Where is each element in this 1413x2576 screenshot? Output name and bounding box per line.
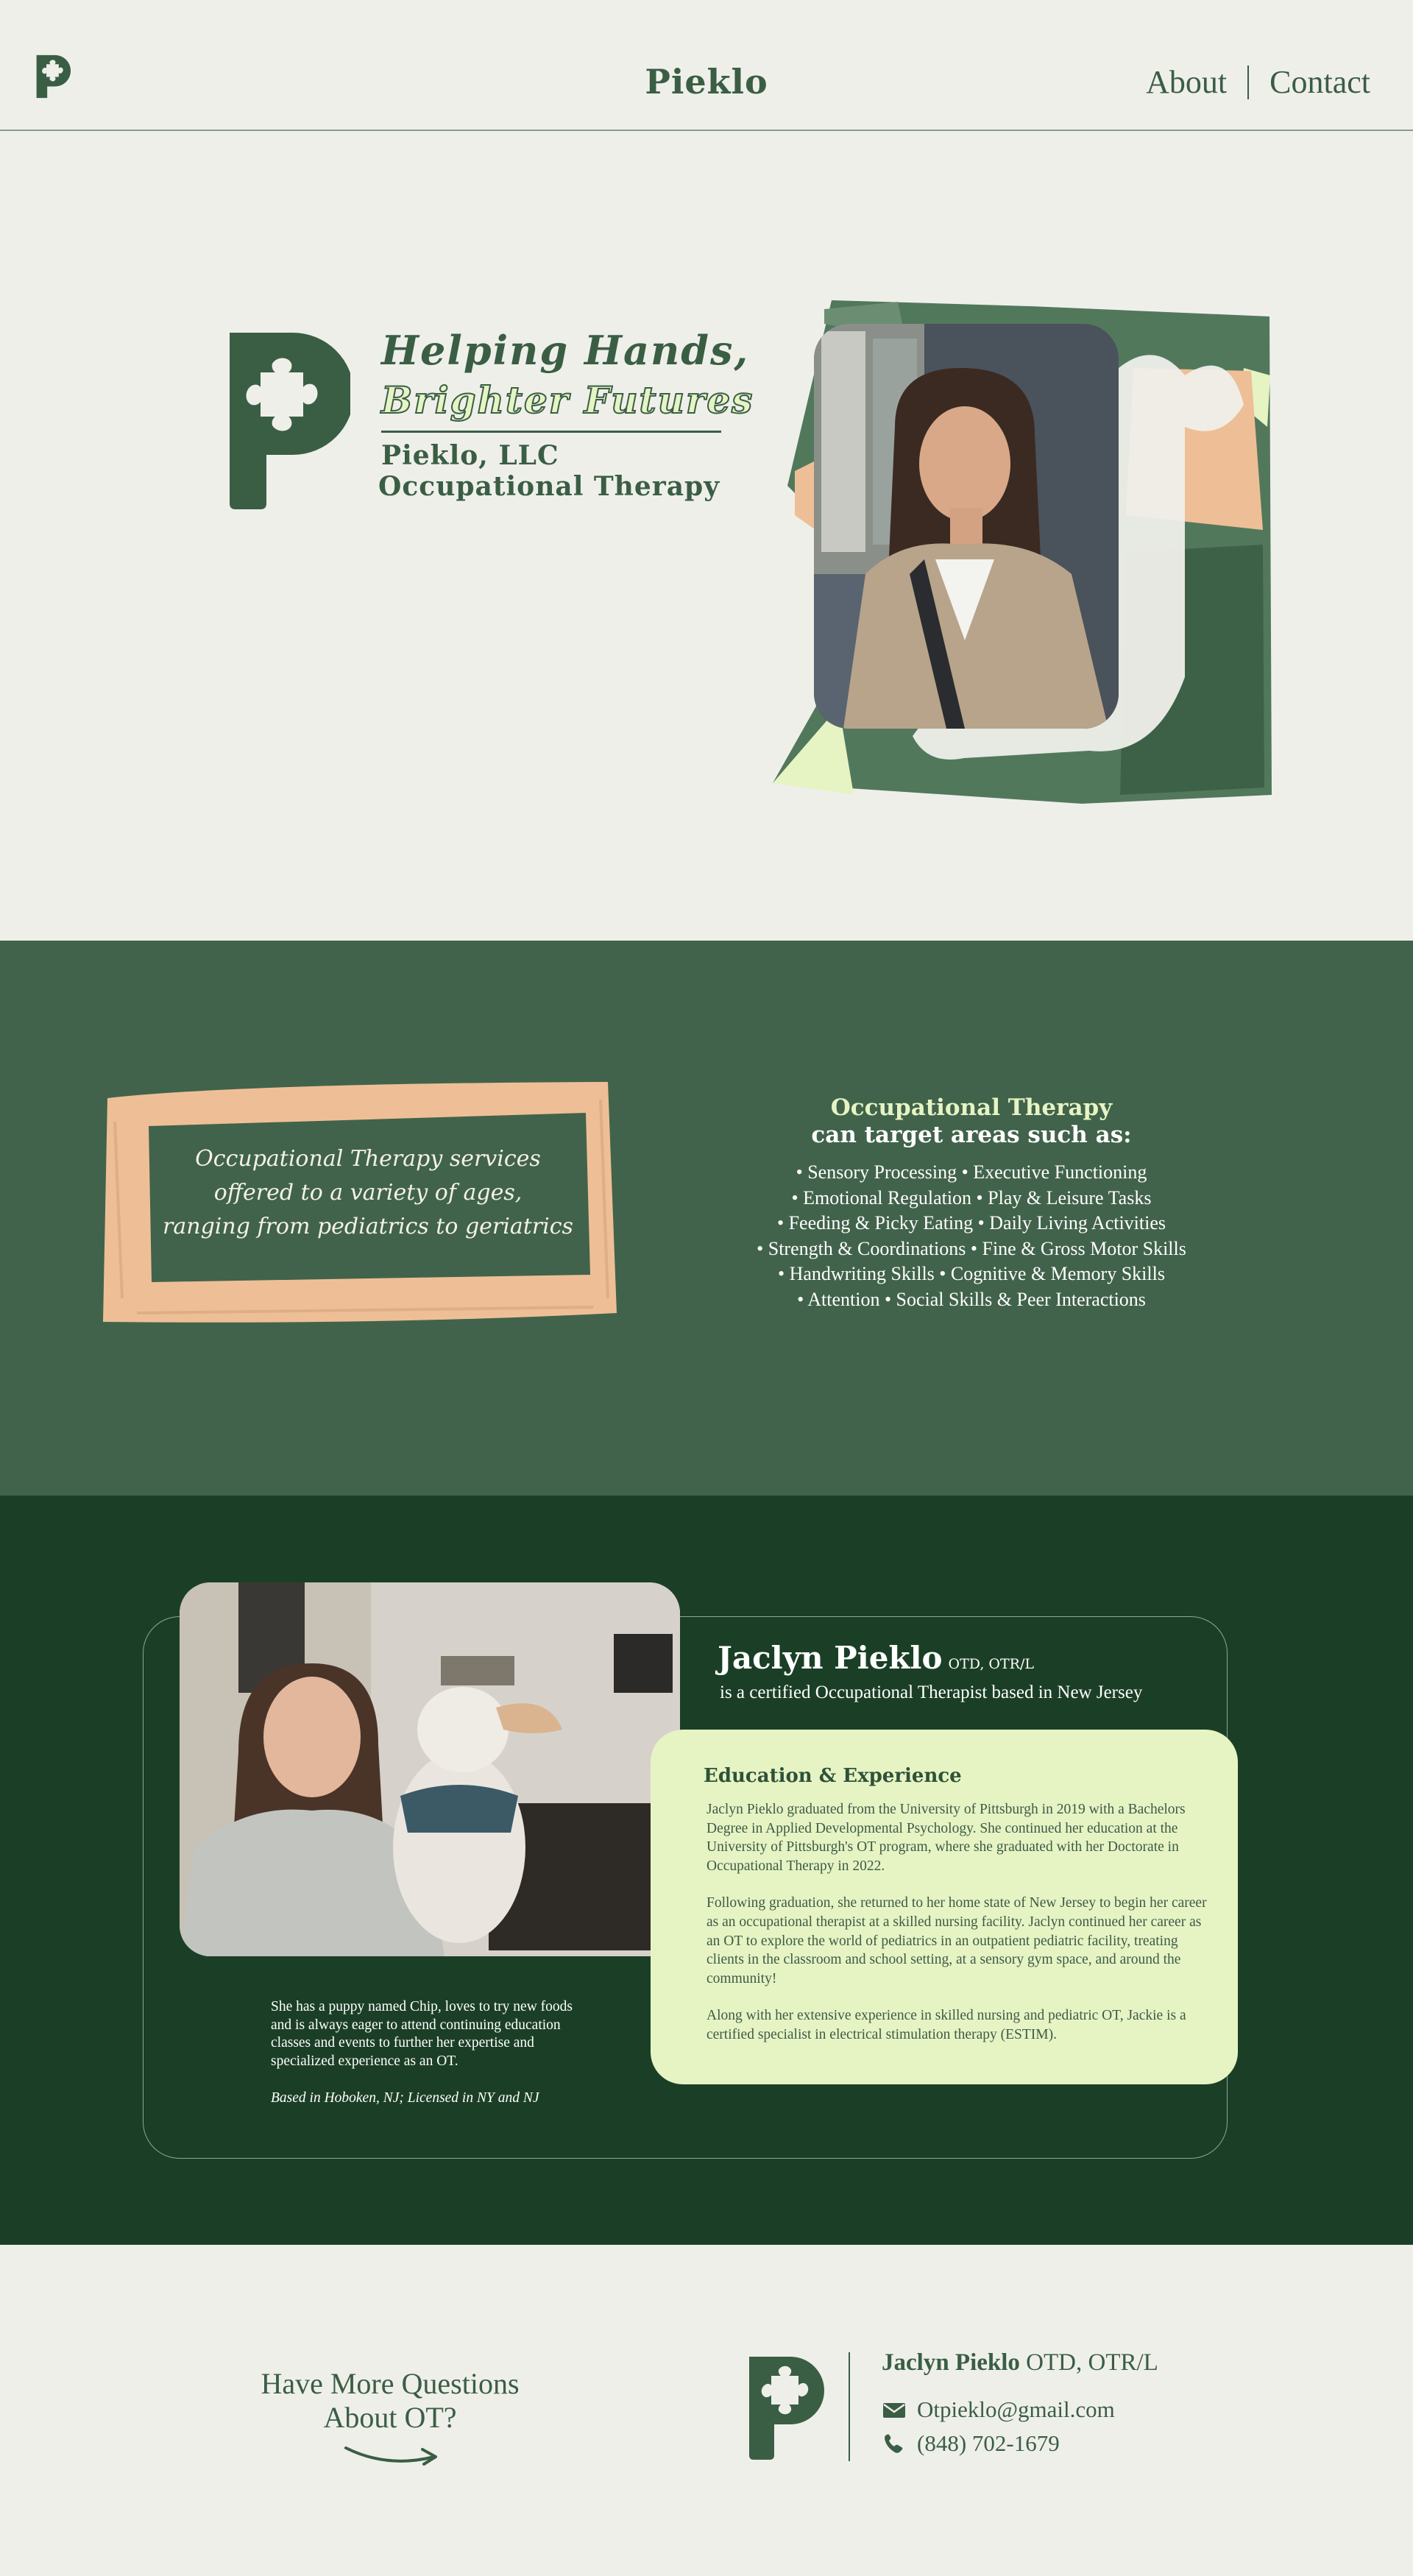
bio-location: Based in Hoboken, NJ; Licensed in NY and NJ xyxy=(271,2090,539,2106)
phone-icon xyxy=(882,2432,907,2455)
tagline-line-1: Helping Hands, xyxy=(381,327,750,374)
therapist-portrait-photo xyxy=(814,324,1119,729)
therapist-subtitle: is a certified Occupational Therapist based in New Jersey xyxy=(720,1682,1143,1702)
target-areas-list xyxy=(721,1160,1222,1312)
therapist-name-text: Jaclyn Pieklo xyxy=(718,1640,943,1676)
contact-phone[interactable] xyxy=(882,2430,1060,2457)
therapist-name xyxy=(718,1640,1034,1676)
site-title[interactable]: Pieklo xyxy=(645,62,768,102)
arrow-icon xyxy=(343,2442,440,2469)
nav-separator xyxy=(1247,66,1249,99)
target-areas-title-1: Occupational Therapy xyxy=(830,1094,1113,1121)
nav-contact-link[interactable]: Contact xyxy=(1269,64,1370,100)
list-item: • Feeding & Picky Eating • Daily Living Activities xyxy=(776,1212,1166,1234)
list-item: • Emotional Regulation • Play & Leisure Tasks xyxy=(791,1186,1152,1209)
contact-credentials: OTD, OTR/L xyxy=(1019,2349,1158,2376)
contact-name xyxy=(882,2349,1158,2377)
frame-line: ranging from pediatrics to geriatrics xyxy=(163,1214,573,1239)
company-subtitle: Occupational Therapy xyxy=(378,471,720,502)
therapist-with-puppy-photo xyxy=(180,1582,680,1956)
bio-note-text: She has a puppy named Chip, loves to try new foods and is always eager to attend continuing education classes and events to further her expertise and specialized experience as an OT. xyxy=(271,1999,573,2069)
target-areas-title-2: can target areas such as: xyxy=(811,1122,1132,1148)
nav-about-link[interactable]: About xyxy=(1146,64,1228,100)
education-body xyxy=(706,1800,1214,2063)
list-item: • Sensory Processing • Executive Functioning xyxy=(796,1161,1147,1183)
bio-personal-note xyxy=(271,1998,595,2108)
contact-phone-text[interactable]: (848) 702-1679 xyxy=(917,2430,1060,2456)
main-nav xyxy=(1146,63,1370,101)
portrait-illustration xyxy=(814,324,1119,729)
site-footer xyxy=(0,2245,1413,2576)
puzzle-p-logo-icon xyxy=(219,333,350,636)
faq-callout[interactable] xyxy=(221,2367,559,2435)
contact-name-text: Jaclyn Pieklo xyxy=(882,2349,1020,2376)
contact-email[interactable] xyxy=(882,2396,1115,2423)
list-item: • Attention • Social Skills & Peer Interactions xyxy=(797,1288,1146,1310)
puzzle-p-logo-icon xyxy=(745,2354,826,2461)
education-paragraph: Along with her extensive experience in skilled nursing and pediatric OT, Jackie is a certified specialist in electrical stimulation therapy (ESTIM). xyxy=(706,2008,1186,2042)
tagline-line-2: Brighter Futures xyxy=(381,378,754,422)
faq-line-1: Have More Questions xyxy=(261,2367,520,2400)
education-paragraph: Jaclyn Pieklo graduated from the University of Pittsburgh in 2019 with a Bachelors Degree in Applied Developmental Psychology. She continued her education at the University of Pittsburgh's OT program, where she graduated with her Doctorate in Occupational Therapy in 2022. xyxy=(706,1802,1186,1874)
services-age-range xyxy=(147,1142,589,1244)
footer-divider xyxy=(849,2352,850,2461)
tagline-rule xyxy=(381,431,721,433)
education-card xyxy=(651,1730,1238,2084)
bio-photo-illustration xyxy=(180,1582,680,1956)
frame-line: offered to a variety of ages, xyxy=(213,1180,523,1206)
mail-icon xyxy=(882,2399,907,2421)
list-item: • Strength & Coordinations • Fine & Gross Motor Skills xyxy=(757,1237,1186,1259)
site-header xyxy=(0,0,1413,131)
list-item: • Handwriting Skills • Cognitive & Memory Skills xyxy=(778,1263,1165,1284)
contact-email-text[interactable]: Otpieklo@gmail.com xyxy=(917,2396,1115,2422)
education-title: Education & Experience xyxy=(704,1765,962,1787)
hero-tagline xyxy=(378,327,754,502)
education-paragraph: Following graduation, she returned to her home state of New Jersey to begin her career as an occupational therapist at a skilled nursing facility. Jaclyn continued her career as an OT to explore the world of pediatrics in an outpatient pediatric facility, treating clients in the classroom and school setting, at a sensory gym space, and around the community! xyxy=(706,1895,1207,1986)
target-areas-title xyxy=(736,1094,1207,1149)
company-name: Pieklo, LLC xyxy=(381,440,559,471)
therapist-credentials: OTD, OTR/L xyxy=(948,1656,1034,1672)
frame-line: Occupational Therapy services xyxy=(195,1146,541,1172)
faq-line-2: About OT? xyxy=(323,2401,457,2434)
